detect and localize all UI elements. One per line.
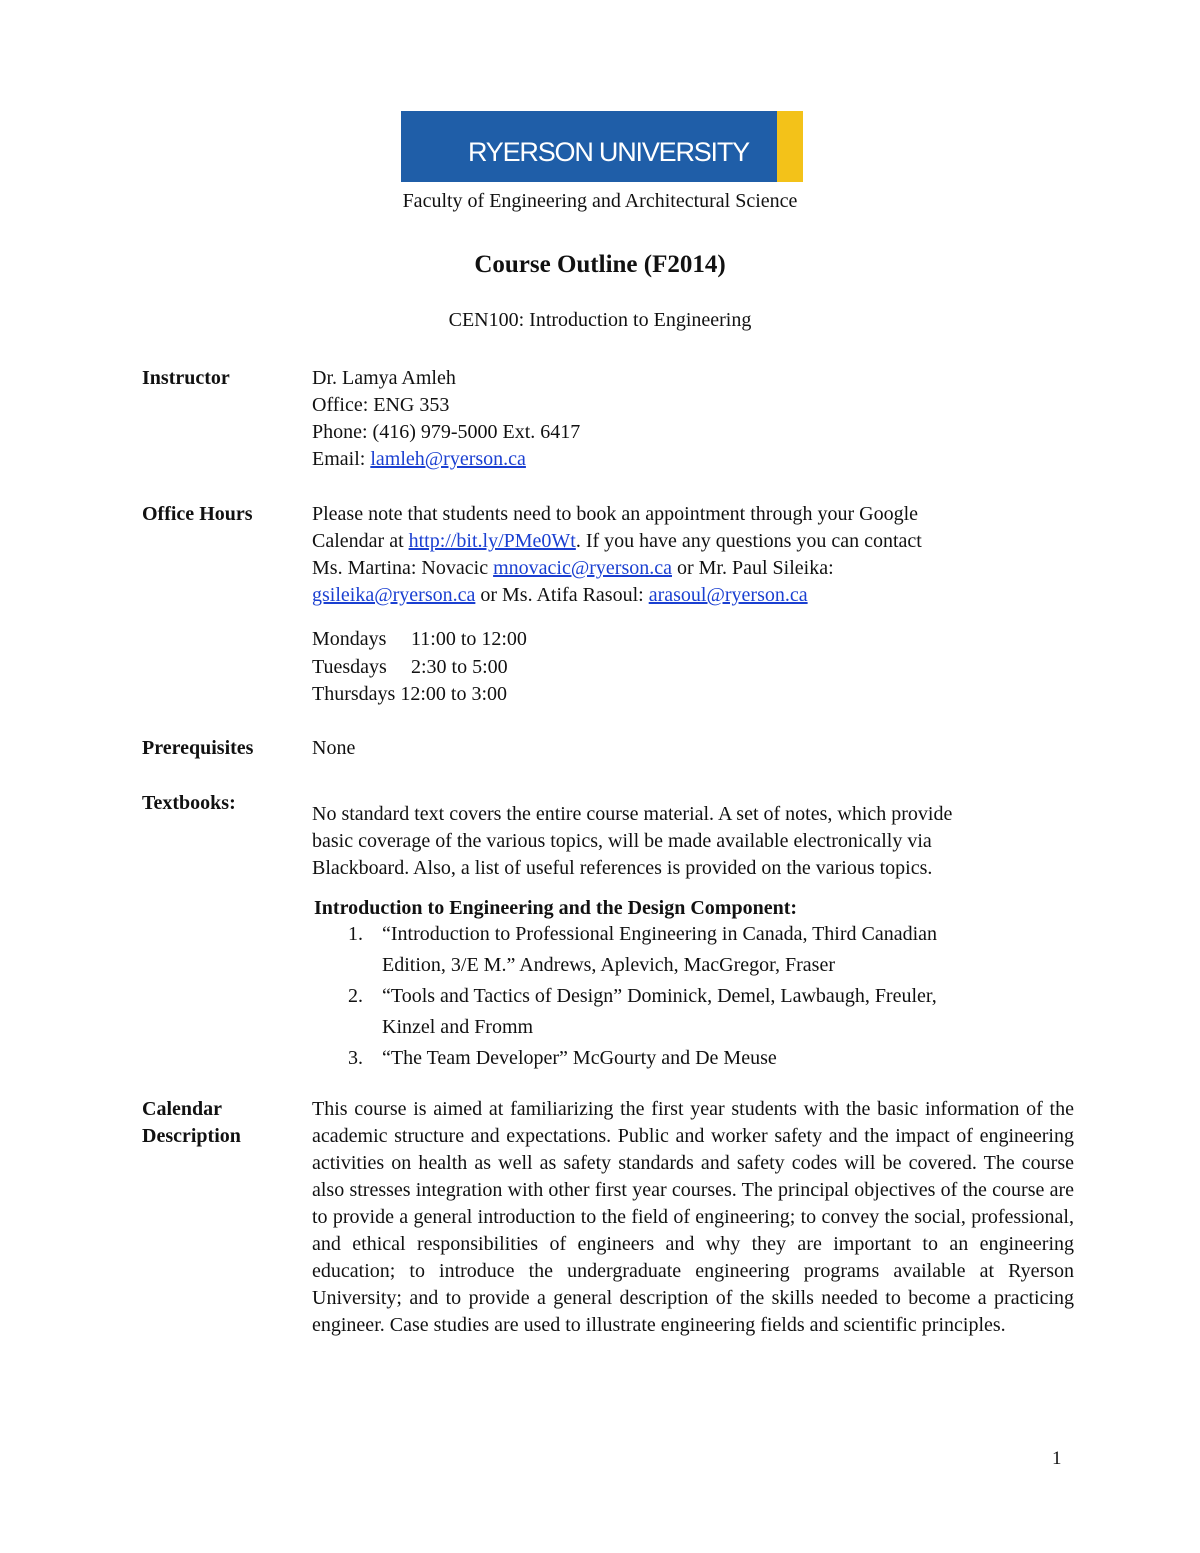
instructor-email-link[interactable]: lamleh@ryerson.ca [370, 448, 526, 470]
novacic-email-link[interactable]: mnovacic@ryerson.ca [493, 557, 672, 579]
instructor-email-line [312, 446, 526, 473]
schedule-day: Tuesdays [312, 656, 387, 678]
schedule-day: Mondays [312, 628, 387, 650]
schedule-row [312, 681, 507, 708]
schedule-row [312, 626, 527, 653]
office-hours-text: . If you have any questions you can contact [575, 530, 922, 552]
textbooks-label: Textbooks: [142, 792, 236, 814]
textbooks-line: Blackboard. Also, a list of useful references is provided on the various topics. [312, 857, 933, 879]
ryerson-logo [401, 111, 803, 182]
reference-line: “Introduction to Professional Engineering in Canada, Third Canadian [382, 923, 938, 945]
schedule-time: 12:00 to 3:00 [400, 683, 507, 705]
office-hours-line-4 [312, 582, 808, 609]
office-hours-line-2 [312, 528, 922, 555]
textbooks-line: No standard text covers the entire course material. A set of notes, which provide [312, 803, 953, 825]
instructor-name: Dr. Lamya Amleh [312, 367, 456, 389]
instructor-office: Office: ENG 353 [312, 394, 450, 416]
logo-text: RYERSON UNIVERSITY [468, 137, 749, 167]
office-hours-text: Calendar at [312, 530, 409, 552]
rasoul-email-link[interactable]: arasoul@ryerson.ca [648, 584, 808, 606]
office-hours-label: Office Hours [142, 503, 253, 525]
prerequisites-value: None [312, 737, 356, 759]
schedule-row [312, 654, 508, 681]
textbooks-line: basic coverage of the various topics, will be made available electronically via [312, 830, 932, 852]
reference-line: “The Team Developer” McGourty and De Meuse [382, 1047, 777, 1069]
office-hours-text: or Mr. Paul Sileika: [671, 557, 834, 579]
email-label: Email: [312, 448, 371, 470]
reference-number: 1. [348, 923, 363, 945]
calendar-description-text: This course is aimed at familiarizing the first year students with the basic information of the academic structure and expectations. Public and worker safety and the impact of engineering activities on health as well as safety standards and safety codes will be covered. The course also stresses integration with other first year courses. The principal objectives of the course are to provide a general introduction to the field of engineering; to convey the social, professional, and ethical responsibilities of engineers and why they are important to an engineering education; to introduce the undergraduate engineering programs available at Ryerson University; and to provide a general description of the skills needed to become a practicing engineer. Case studies are used to illustrate engineering fields and scientific principles. [312, 1098, 1074, 1336]
office-hours-line-3 [312, 555, 834, 582]
schedule-day: Thursdays [312, 683, 396, 705]
logo-gold-bar [777, 111, 803, 182]
page-title: Course Outline (F2014) [474, 251, 726, 278]
sileika-email-link[interactable]: gsileika@ryerson.ca [312, 584, 476, 606]
page-number: 1 [1052, 1448, 1062, 1469]
reference-number: 2. [348, 985, 363, 1007]
reference-line: “Tools and Tactics of Design” Dominick, Demel, Lawbaugh, Freuler, [382, 985, 937, 1007]
prerequisites-label: Prerequisites [142, 737, 254, 759]
office-hours-text: Ms. Martina: Novacic [312, 557, 494, 579]
schedule-time: 2:30 to 5:00 [411, 656, 508, 678]
faculty-name: Faculty of Engineering and Architectural Science [402, 190, 798, 212]
reference-line: Kinzel and Fromm [382, 1016, 534, 1038]
office-hours-line-1: Please note that students need to book an appointment through your Google [312, 503, 918, 525]
calendar-link[interactable]: http://bit.ly/PMe0Wt [408, 530, 576, 552]
calendar-description-label-1: Calendar [142, 1098, 222, 1120]
reference-line: Edition, 3/E M.” Andrews, Aplevich, MacGregor, Fraser [382, 954, 835, 976]
schedule-time: 11:00 to 12:00 [411, 628, 527, 650]
course-name: CEN100: Introduction to Engineering [448, 309, 752, 331]
reference-number: 3. [348, 1047, 363, 1069]
references-subheading: Introduction to Engineering and the Design Component: [314, 897, 798, 919]
office-hours-text: or Ms. Atifa Rasoul: [475, 584, 649, 606]
instructor-label: Instructor [142, 367, 230, 389]
calendar-description-label-2: Description [142, 1125, 241, 1147]
instructor-phone: Phone: (416) 979-5000 Ext. 6417 [312, 421, 581, 443]
